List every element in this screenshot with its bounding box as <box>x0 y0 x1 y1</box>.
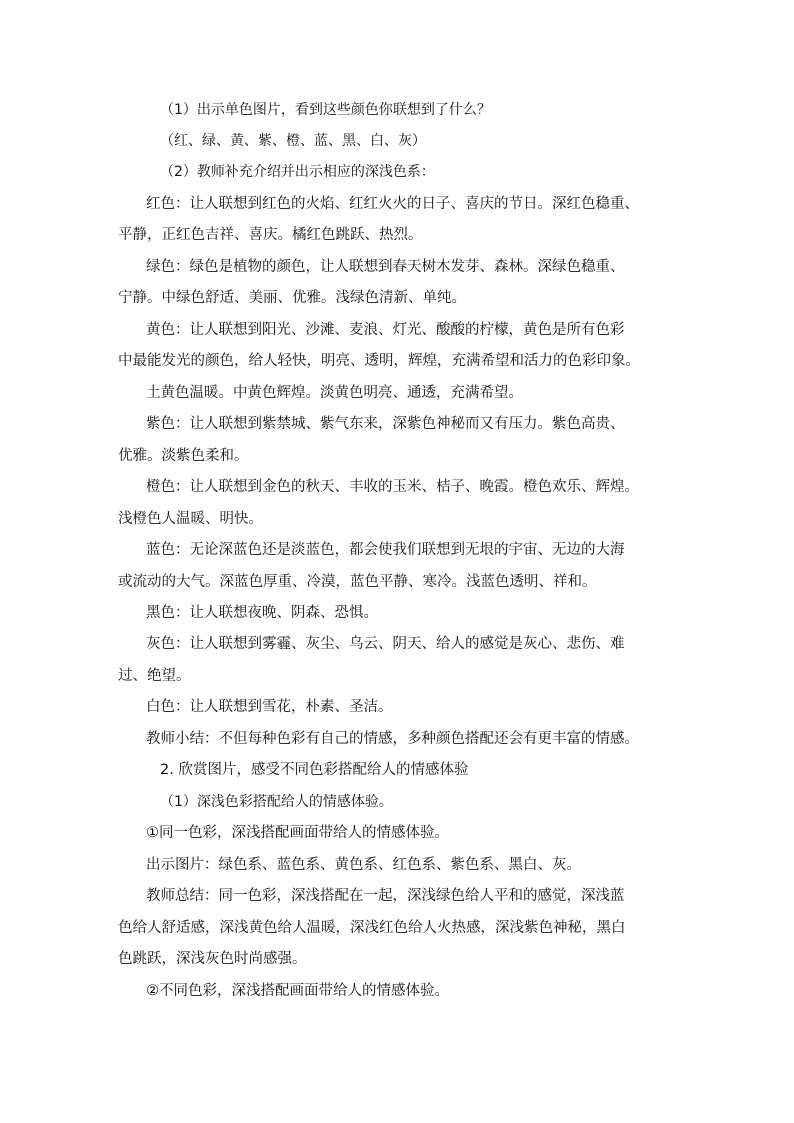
paragraph-line-13: 橙色：让人联想到金色的秋天、丰收的玉米、桔子、晚霞。橙色欢乐、辉煌。 <box>146 479 639 495</box>
paragraph-line-11: 紫色：让人联想到紫禁城、紫气东来，深紫色神秘而又有压力。紫色高贵、 <box>146 416 625 432</box>
paragraph-line-15: 蓝色：无论深蓝色还是淡蓝色，都会使我们联想到无垠的宇宙、无边的大海 <box>146 542 625 558</box>
paragraph-line-2: （红、绿、黄、紫、橙、蓝、黑、白、灰） <box>160 133 426 149</box>
paragraph-line-14: 浅橙色人温暖、明快。 <box>118 511 263 527</box>
paragraph-line-27: 色给人舒适感，深浅黄色给人温暖，深浅红色给人火热感，深浅紫色神秘，黑白 <box>118 920 626 936</box>
paragraph-line-1: （1）出示单色图片，看到这些颜色你联想到了什么？ <box>160 102 491 118</box>
paragraph-line-21: 教师小结：不但每种色彩有自己的情感，多种颜色搭配还会有更丰富的情感。 <box>146 731 639 747</box>
paragraph-line-16: 或流动的大气。深蓝色厚重、冷漠，蓝色平静、寒冷。浅蓝色透明、祥和。 <box>118 574 597 590</box>
paragraph-line-3: （2）教师补充介绍并出示相应的深浅色系： <box>160 164 435 180</box>
paragraph-line-23: （1）深浅色彩搭配给人的情感体验。 <box>160 794 393 810</box>
paragraph-line-4: 红色：让人联想到红色的火焰、红红火火的日子、喜庆的节日。深红色稳重、 <box>146 196 639 212</box>
paragraph-line-6: 绿色：绿色是植物的颜色，让人联想到春天树木发芽、森林。深绿色稳重、 <box>146 259 625 275</box>
paragraph-line-25: 出示图片：绿色系、蓝色系、黄色系、红色系、紫色系、黑白、灰。 <box>146 857 581 873</box>
paragraph-line-17: 黑色：让人联想夜晚、阴森、恐惧。 <box>146 605 378 621</box>
paragraph-line-26: 教师总结：同一色彩，深浅搭配在一起，深浅绿色给人平和的感觉，深浅蓝 <box>146 888 625 904</box>
paragraph-line-12: 优雅。淡紫色柔和。 <box>118 448 249 464</box>
paragraph-line-22: 2. 欣赏图片，感受不同色彩搭配给人的情感体验 <box>160 762 469 778</box>
paragraph-line-20: 白色：让人联想到雪花，朴素、圣洁。 <box>146 699 393 715</box>
paragraph-line-7: 宁静。中绿色舒适、美丽、优雅。浅绿色清新、单纯。 <box>118 290 466 306</box>
paragraph-line-28: 色跳跃，深浅灰色时尚感强。 <box>118 951 307 967</box>
paragraph-line-29: ②不同色彩，深浅搭配画面带给人的情感体验。 <box>146 983 449 999</box>
paragraph-line-9: 中最能发光的颜色，给人轻快，明亮、透明，辉煌，充满希望和活力的色彩印象。 <box>118 353 640 369</box>
paragraph-line-18: 灰色：让人联想到雾霾、灰尘、乌云、阴天、给人的感觉是灰心、悲伤、难 <box>146 636 625 652</box>
paragraph-line-19: 过、绝望。 <box>118 668 191 684</box>
paragraph-line-5: 平静，正红色吉祥、喜庆。橘红色跳跃、热烈。 <box>118 227 423 243</box>
paragraph-line-8: 黄色：让人联想到阳光、沙滩、麦浪、灯光、酸酸的柠檬，黄色是所有色彩 <box>146 322 625 338</box>
paragraph-line-24: ①同一色彩，深浅搭配画面带给人的情感体验。 <box>146 825 449 841</box>
paragraph-line-10: 土黄色温暖。中黄色辉煌。淡黄色明亮、通透，充满希望。 <box>146 385 523 401</box>
